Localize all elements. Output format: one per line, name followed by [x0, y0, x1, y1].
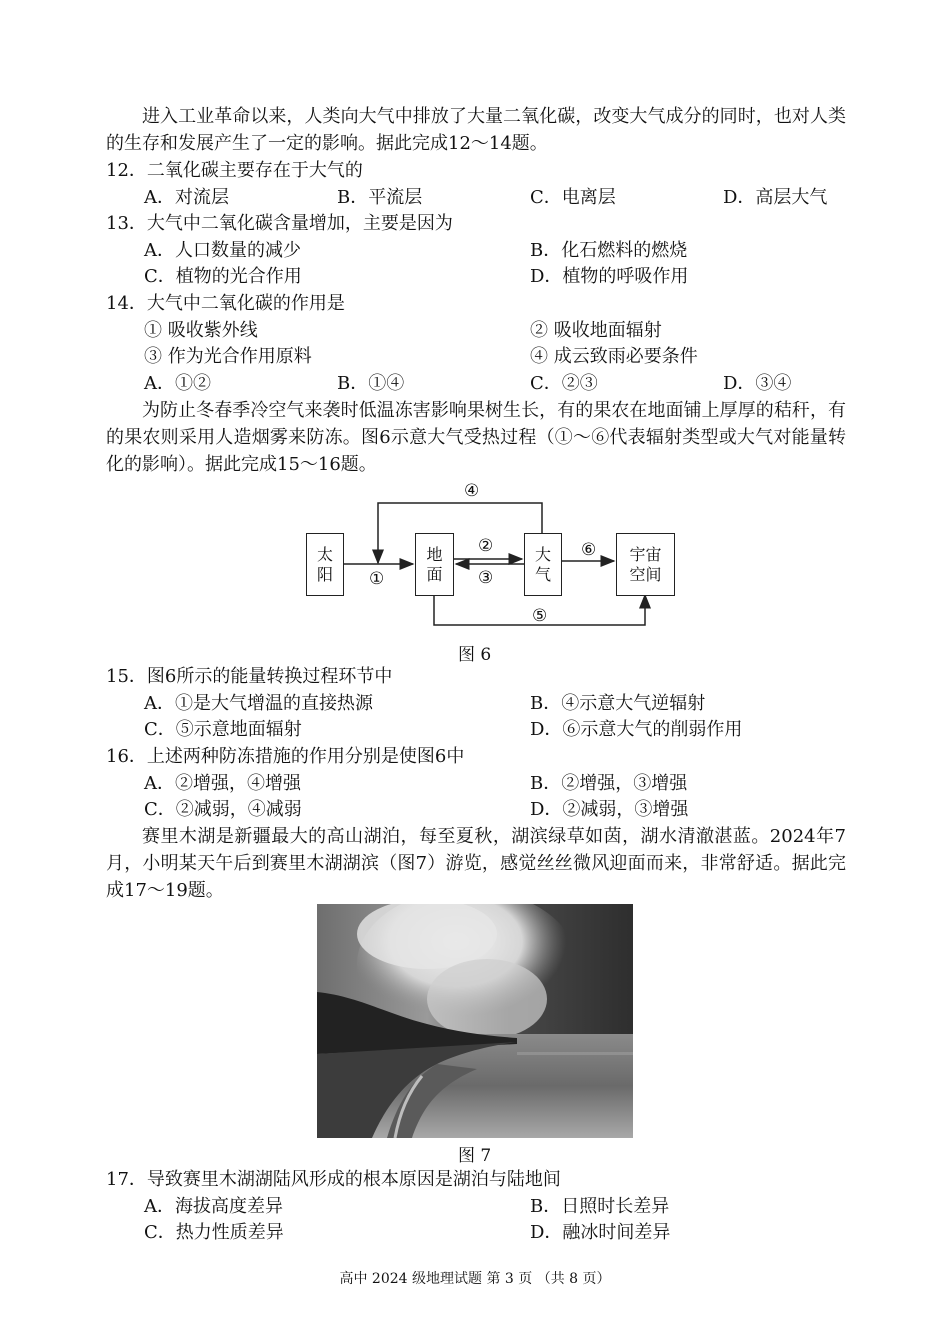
figure-6-diagram [0, 0, 950, 640]
question-14-stem: 14．大气中二氧化碳的作用是 [106, 293, 345, 314]
q12-option-d: D．高层大气 [723, 187, 828, 208]
label-4: ④ [464, 481, 480, 501]
q16-option-d: D．②减弱，③增强 [530, 799, 689, 820]
q12-option-b: B．平流层 [337, 187, 423, 208]
label-3: ③ [478, 568, 494, 588]
question-15-stem: 15．图6所示的能量转换过程环节中 [106, 666, 393, 687]
q16-option-b: B．②增强，③增强 [530, 773, 688, 794]
intro-paragraph-frost: 为防止冬春季冷空气来袭时低温冻害影响果树生长，有的果农在地面铺上厚厚的秸秆，有的果农则采用人造烟雾来防冻。图6示意大气受热过程（①～⑥代表辐射类型或大气对能量转化的影响）。据此完成15～16题。 [106, 400, 846, 475]
figure-6-caption: 图 6 [458, 645, 492, 665]
question-12-stem: 12．二氧化碳主要存在于大气的 [106, 160, 363, 181]
space-label: 宇宙空间 [629, 544, 662, 584]
q13-option-d: D．植物的呼吸作用 [530, 266, 689, 287]
q15-option-a: A．①是大气增温的直接热源 [144, 693, 373, 714]
q14-statement-4: ④ 成云致雨必要条件 [530, 346, 698, 367]
figure-7-caption: 图 7 [458, 1146, 492, 1166]
q17-option-d: D．融冰时间差异 [530, 1222, 671, 1243]
q16-option-c: C．②减弱，④减弱 [144, 799, 302, 820]
intro-paragraph-co2: 进入工业革命以来，人类向大气中排放了大量二氧化碳，改变大气成分的同时，也对人类的生存和发展产生了一定的影响。据此完成12～14题。 [106, 106, 846, 154]
lake-photo-image [317, 904, 633, 1138]
ground-label: 地面 [426, 544, 443, 584]
q14-option-c: C．②③ [530, 373, 598, 394]
space-box [616, 533, 675, 596]
question-13-stem: 13．大气中二氧化碳含量增加，主要是因为 [106, 213, 453, 234]
atmosphere-box [524, 533, 562, 596]
q15-option-d: D．⑥示意大气的削弱作用 [530, 719, 743, 740]
q14-statement-1: ① 吸收紫外线 [144, 320, 258, 341]
figure-7-lake-photo [317, 904, 633, 1138]
label-2: ② [478, 536, 494, 556]
ground-box [415, 533, 454, 596]
sun-box [306, 533, 344, 596]
question-17-stem: 17．导致赛里木湖湖陆风形成的根本原因是湖泊与陆地间 [106, 1169, 561, 1190]
figure-6-arrows [0, 0, 950, 640]
q13-option-a: A．人口数量的减少 [144, 240, 301, 261]
q15-option-b: B．④示意大气逆辐射 [530, 693, 706, 714]
q12-option-a: A．对流层 [144, 187, 229, 208]
q13-option-c: C．植物的光合作用 [144, 266, 302, 287]
label-6: ⑥ [581, 540, 597, 560]
q14-option-b: B．①④ [337, 373, 405, 394]
intro-paragraph-sayram-lake: 赛里木湖是新疆最大的高山湖泊，每至夏秋，湖滨绿草如茵，湖水清澈湛蓝。2024年7月，小明某天午后到赛里木湖湖滨（图7）游览，感觉丝丝微风迎面而来，非常舒适。据此完成17～19题。 [106, 826, 846, 901]
q14-option-d: D．③④ [723, 373, 792, 394]
q14-statement-3: ③ 作为光合作用原料 [144, 346, 312, 367]
q15-option-c: C．⑤示意地面辐射 [144, 719, 302, 740]
label-1: ① [369, 569, 385, 589]
q17-option-a: A．海拔高度差异 [144, 1196, 283, 1217]
q17-option-c: C．热力性质差异 [144, 1222, 284, 1243]
q14-statement-2: ② 吸收地面辐射 [530, 320, 662, 341]
q16-option-a: A．②增强，④增强 [144, 773, 301, 794]
q13-option-b: B．化石燃料的燃烧 [530, 240, 688, 261]
question-16-stem: 16．上述两种防冻措施的作用分别是使图6中 [106, 746, 465, 767]
q14-option-a: A．①② [144, 373, 211, 394]
q12-option-c: C．电离层 [530, 187, 616, 208]
q17-option-b: B．日照时长差异 [530, 1196, 670, 1217]
sun-label: 太阳 [316, 544, 333, 584]
label-5: ⑤ [532, 606, 548, 626]
page-footer: 高中 2024 级地理试题 第 3 页 （共 8 页） [339, 1271, 611, 1287]
atmosphere-label: 大气 [534, 544, 551, 584]
